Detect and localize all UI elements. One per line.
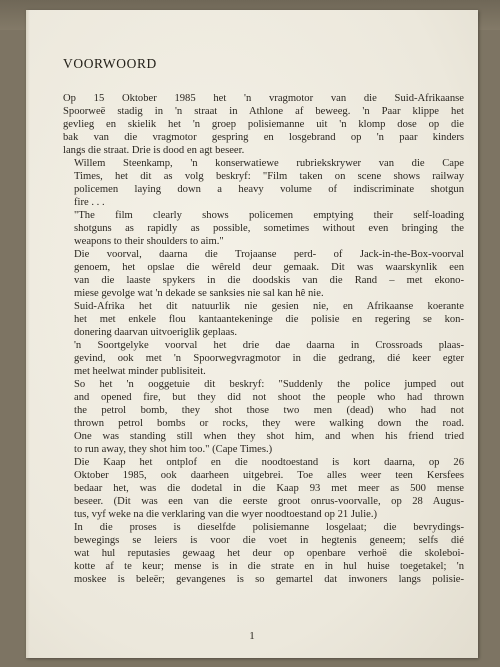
text-line: met heelwat minder publisiteit.	[74, 366, 206, 377]
text-line: weapons to their shoulders to aim."	[74, 236, 224, 247]
paragraph	[63, 300, 464, 339]
text-line: kotte af te keur; mense is in die strate en in hul huise toegetakel; 'n	[74, 561, 464, 572]
text-line: "The film clearly shows policemen emptying their self-loading	[74, 210, 464, 221]
text-line: wat hul reputasies gewaag het deur op openbare verhoë die skoleboi-	[74, 548, 464, 559]
paragraph	[63, 521, 464, 586]
paragraph	[63, 378, 464, 456]
text-line: bewegings se leiers is voor die voet in hegtenis geneem; selfs dié	[74, 535, 464, 546]
book-page	[26, 10, 478, 658]
text-line: Willem Steenkamp, 'n konserwatiewe rubriekskrywer van die Cape	[74, 158, 464, 169]
text-line: Die voorval, daarna die Trojaanse perd- of Jack-in-the-Box-voorval	[74, 249, 464, 260]
text-line: Oktober 1985, ook daarheen uitgebrei. Toe alles weer teen Kersfees	[74, 470, 464, 481]
text-line: gevlieg en skielik het 'n groep polisiemanne uit 'n klomp dose op die	[63, 119, 464, 130]
text-line: gevind, ook met 'n Spoorwegvragmotor in die gedrang, dié keer egter	[74, 353, 464, 364]
text-line: van die laaste spykers in die doodskis van die Rand – met ekono-	[74, 275, 464, 286]
text-line: langs die straat. Drie is dood en agt beseer.	[63, 145, 245, 156]
text-line: One was standing still when they shot him, and when his friend tried	[74, 431, 464, 442]
text-line: policemen laying down a heavy volume of indiscriminate shotgun	[74, 184, 464, 195]
text-line: bak van die vragmotor gespring en losgebrand op 'n paar kinders	[63, 132, 464, 143]
text-line: tus, vyf weke na die verklaring van die wyer noodtoestand op 21 Julie.)	[74, 509, 378, 520]
paragraph	[63, 209, 464, 248]
text-line: and opened fire, but they did not shoot the people who had thrown	[74, 392, 464, 403]
text-line: Op 15 Oktober 1985 het 'n vragmotor van die Suid-Afrikaanse	[63, 93, 464, 104]
text-line: bedaar het, was die dodetal in die Kaap 93 met meer as 500 mense	[74, 483, 464, 494]
text-line: Spoorweë stadig in 'n straat in Athlone af beweeg. 'n Paar klippe het	[63, 106, 464, 117]
chapter-heading: VOORWOORD	[63, 56, 157, 71]
text-line: fire . . .	[74, 197, 105, 208]
text-line: the petrol bomb, they shot those two men (dead) who had not	[74, 405, 464, 416]
page-gutter-shadow	[26, 10, 30, 658]
text-line: moskee is beleër; gevangenes is so gemartel dat inwoners langs polisie-	[74, 574, 464, 585]
text-line: 'n Soortgelyke voorval het drie dae daarna in Crossroads plaas-	[74, 340, 464, 351]
text-line: In die proses is dieselfde polisiemanne losgelaat; die bevrydings-	[74, 522, 464, 533]
text-line: Die Kaap het ontplof en die noodtoestand is kort daarna, op 26	[74, 457, 464, 468]
text-line: Times, het dit as volg beskryf: "Film taken on scene shows railway	[74, 171, 464, 182]
text-line: So het 'n ooggetuie dit beskryf: "Suddenly the police jumped out	[74, 379, 464, 390]
body-text	[63, 92, 464, 586]
text-line: het met enkele flou kantaantekeninge die polisie en regering se kon-	[74, 314, 464, 325]
paragraph	[63, 248, 464, 300]
paragraph	[63, 92, 464, 157]
text-line: beseer. (Dit was een van die eerste groot onrus-voorvalle, op 28 Augus-	[74, 496, 464, 507]
text-line: genoem, het opslae die wêreld deur gemaak. Dit was waarskynlik een	[74, 262, 464, 273]
paragraph	[63, 157, 464, 209]
text-line: to run away, they shot him too." (Cape Times.)	[74, 444, 273, 455]
text-line: thrown petrol bombs or rocks, they were walking down the road.	[74, 418, 464, 429]
text-line: miese gevolge wat 'n dekade se sanksies nie sal kan hê nie.	[74, 288, 324, 299]
paragraph	[63, 339, 464, 378]
paragraph	[63, 456, 464, 521]
page-number: 1	[249, 630, 255, 642]
text-line: Suid-Afrika het dit natuurlik nie gesien nie, en Afrikaanse koerante	[74, 301, 464, 312]
text-line: donering daarvan uitvoeriglik geplaas.	[74, 327, 237, 338]
text-line: shotguns as rapidly as possible, sometimes without even bringing the	[74, 223, 464, 234]
